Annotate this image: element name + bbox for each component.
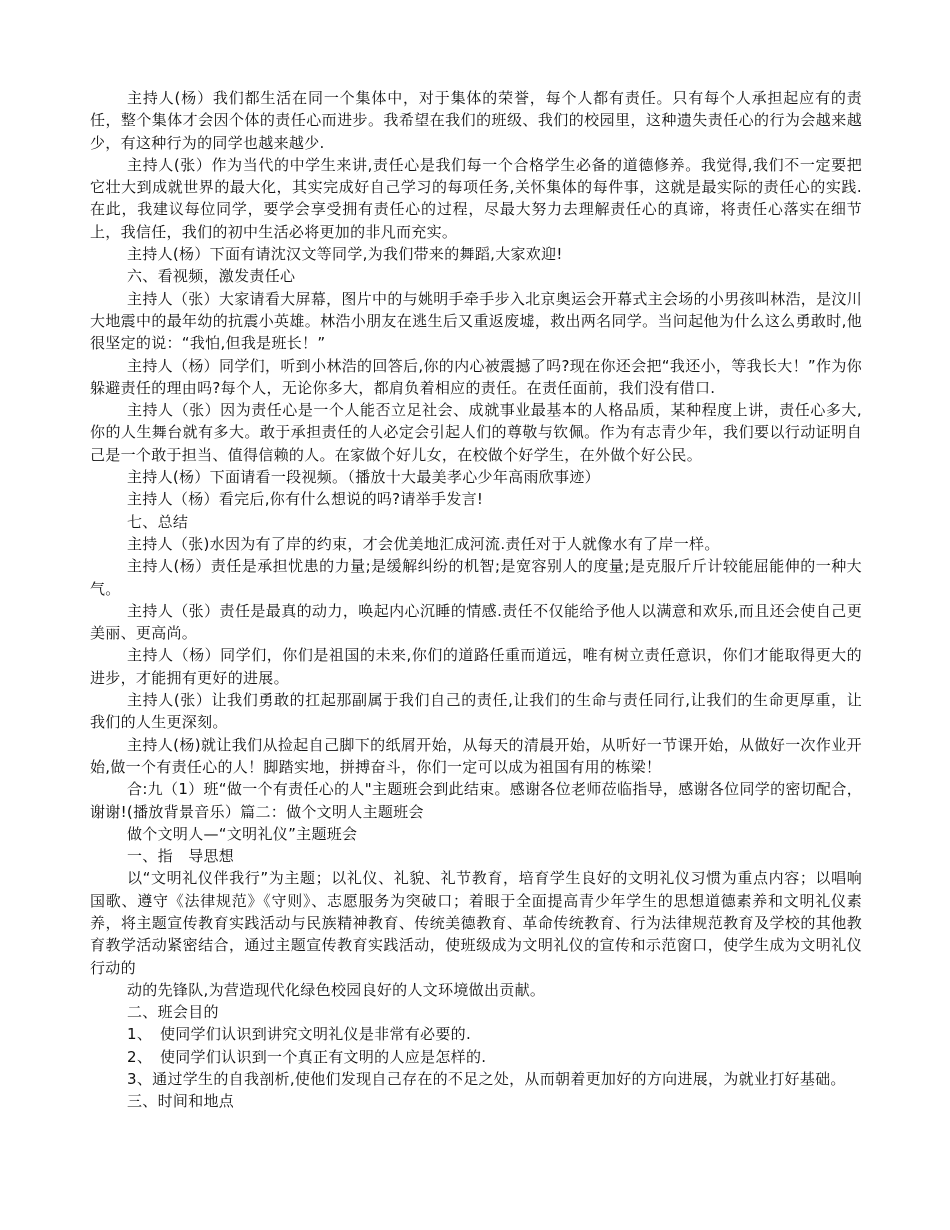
list-item: 2、 使同学们认识到一个真正有文明的人应是怎样的. <box>127 1047 487 1066</box>
paragraph: 以“文明礼仪伴我行”为主题；以礼仪、礼貌、礼节教育，培育学生良好的文明礼仪习惯为重点内容；以唱响国歌、遵守《法律规范》《守则》、志愿服务为突破口；着眼于全面提高青少年学生的思想道德素养和文明礼仪素养，将主题宣传教育实践活动与民族精神教育、传统美德教育、革命传统教育、行为法律规范教育及学校的其他教育教学活动紧密结合，通过主题宣传教育实践活动，使班级成为文明礼仪的宣传和示范窗口，使学生成为文明礼仪行动的 <box>90 869 862 977</box>
paragraph: 主持人(杨）责任是承担忧患的力量;是缓解纠纷的机智;是宽容别人的度量;是克服斤斤计较能屈能伸的一种大气。 <box>90 557 862 598</box>
paragraph: 主持人（张）责任是最真的动力，唤起内心沉睡的情感.责任不仅能给予他人以满意和欢乐,而且还会使自己更美丽、更高尚。 <box>90 601 862 643</box>
paragraph: 主持人(张）让我们勇敢的扛起那副属于我们自己的责任,让我们的生命与责任同行,让我们的生命更厚重，让我们的人生更深刻。 <box>90 691 862 732</box>
paragraph: 主持人(张）作为当代的中学生来讲,责任心是我们每一个合格学生必备的道德修养。我觉得,我们不一定要把它壮大到成就世界的最大化，其实完成好自己学习的每项任务,关怀集体的每件事，这就是最实际的责任心的实践.在此，我建议每位同学，要学会享受拥有责任心的过程，尽最大努力去理解责任心的真谛，将责任心落实在细节上，我信任，我们的初中生活必将更加的非凡而充实。 <box>90 155 862 241</box>
paragraph: 合:九（1）班“做一个有责任心的人"主题班会到此结束。感谢各位老师莅临指导，感谢各位同学的密切配合，谢谢!(播放背景音乐）篇二：做个文明人主题班会 <box>90 780 862 821</box>
paragraph: 主持人（杨）同学们，听到小林浩的回答后,你的内心被震撼了吗?现在你还会把“我还小，等我长大！”作为你躲避责任的理由吗?每个人，无论你多大，都肩负着相应的责任。在责任面前，我们没有借口. <box>90 356 862 397</box>
paragraph: 主持人(杨）我们都生活在同一个集体中，对于集体的荣誉，每个人都有责任。只有每个人承担起应有的责任，整个集体才会因个体的责任心而进步。我希望在我们的班级、我们的校园里，这种遗失责任心的行为会越来越少，有这种行为的同学也越来越少. <box>90 89 862 152</box>
list-item: 1、 使同学们认识到讲究文明礼仪是非常有必要的. <box>127 1025 472 1044</box>
paragraph: 主持人（杨）看完后,你有什么想说的吗?请举手发言! <box>127 490 484 509</box>
paragraph: 主持人(杨)就让我们从捡起自己脚下的纸屑开始，从每天的清晨开始，从听好一节课开始，从做好一次作业开始,做一个有责任心的人！脚踏实地，拼搏奋斗，你们一定可以成为祖国有用的栋梁！ <box>90 735 862 776</box>
paragraph: 主持人(杨）下面有请沈汉文等同学,为我们带来的舞蹈,大家欢迎! <box>127 245 563 264</box>
paragraph-continuation: 动的先锋队,为营造现代化绿色校园良好的人文环境做出贡献。 <box>127 980 546 999</box>
section-title: 做个文明人—“文明礼仪”主题班会 <box>127 824 358 843</box>
document-body <box>90 87 862 1113</box>
paragraph: 主持人（张)水因为有了岸的约束，才会优美地汇成河流.责任对于人就像水有了岸一样。 <box>127 534 720 553</box>
section-heading: 一、指 导思想 <box>127 847 235 866</box>
paragraph: 主持人(杨）下面请看一段视频。（播放十大最美孝心少年高雨欣事迹） <box>127 468 600 487</box>
section-heading: 三、时间和地点 <box>127 1092 235 1111</box>
list-item: 3、通过学生的自我剖析,使他们发现自己存在的不足之处，从而朝着更加好的方向进展，为就业打好基础。 <box>127 1070 846 1089</box>
paragraph: 主持人（杨）同学们，你们是祖国的未来,你们的道路任重而道远，唯有树立责任意识，你们才能取得更大的进步，才能拥有更好的进展。 <box>90 646 862 687</box>
paragraph: 主持人（张）因为责任心是一个人能否立足社会、成就事业最基本的人格品质，某种程度上讲，责任心多大,你的人生舞台就有多大。敢于承担责任的人必定会引起人们的尊敬与钦佩。作为有志青少年，我们要以行动证明自己是一个敢于担当、值得信赖的人。在家做个好儿女，在校做个好学生，在外做个好公民。 <box>90 401 862 464</box>
paragraph: 主持人（张）大家请看大屏幕，图片中的与姚明手牵手步入北京奥运会开幕式主会场的小男孩叫林浩，是汶川大地震中的最年幼的抗震小英雄。林浩小朋友在逃生后又重返废墟，救出两名同学。当问起他为什么这么勇敢时,他很坚定的说：“我怕,但我是班长！” <box>90 289 862 353</box>
section-heading: 二、班会目的 <box>127 1003 219 1022</box>
section-heading: 六、看视频，激发责任心 <box>127 267 296 286</box>
section-heading: 七、总结 <box>127 512 189 531</box>
